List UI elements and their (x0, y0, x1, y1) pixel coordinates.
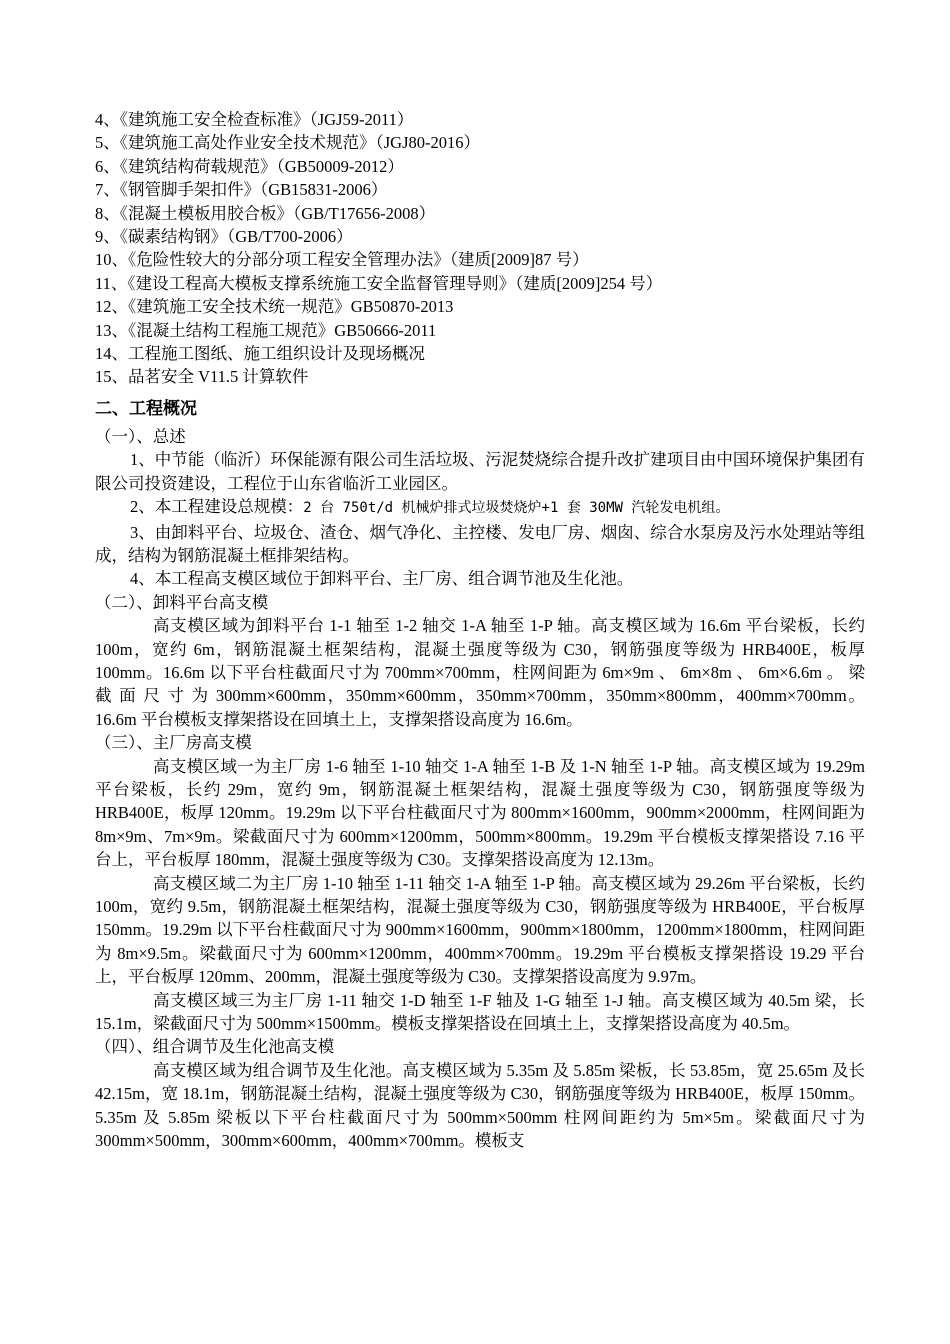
reference-item: 12、《建筑施工安全技术统一规范》GB50870-2013 (95, 297, 454, 317)
paragraph: 高支模区域一为主厂房 1-6 轴至 1-10 轴交 1-A 轴至 1-B 及 1-N 轴至 1-P 轴。高支模区域为 19.29m 平台梁板，长约 29m，宽约 9m，钢筋混凝土框架结构，混凝土强度等级为 C30，钢筋强度等级为 HRB400E，板厚 120mm。19.29m 以下平台柱截面尺寸为 800mm×1600mm，900mm×2000mm，柱网间距为 8m×9m、7m×9m。梁截面尺寸为 600mm×1200mm，500mm×800mm。19.29m 平台模板支撑架搭设 7.16 平台上，平台板厚 180mm，混凝土强度等级为 C30。支撑架搭设高度为 12.13m。 (95, 756, 865, 870)
paragraph: 3、由卸料平台、垃圾仓、渣仓、烟气净化、主控楼、发电厂房、烟囱、综合水泵房及污水处理站等组成，结构为钢筋混凝土框排架结构。 (95, 522, 865, 565)
paragraph-tail: 2 台 750t/d 机械炉排式垃圾焚烧炉+1 套 30MW 汽轮发电机组。 (303, 500, 730, 517)
reference-item: 8、《混凝土模板用胶合板》（GB/T17656-2008） (95, 203, 436, 223)
paragraph: 1、中节能（临沂）环保能源有限公司生活垃圾、污泥焚烧综合提升改扩建项目由中国环境保护集团有限公司投资建设，工程位于山东省临沂工业园区。 (95, 450, 865, 493)
reference-list (95, 108, 865, 389)
paragraph: 高支模区域三为主厂房 1-11 轴交 1-D 轴至 1-F 轴及 1-G 轴至 1-J 轴。高支模区域为 40.5m 梁，长 15.1m，梁截面尺寸为 500mm×1500mm。模板支撑架搭设在回填土上，支撑架搭设高度为 40.5m。 (95, 990, 865, 1034)
subsection-title: （四）、组合调节及生化池高支模 (95, 1037, 335, 1057)
reference-item: 14、工程施工图纸、施工组织设计及现场概况 (95, 344, 425, 364)
reference-item: 6、《建筑结构荷载规范》（GB50009-2012） (95, 156, 404, 176)
reference-item: 4、《建筑施工安全检查标准》（JGJ59-2011） (95, 110, 414, 129)
paragraph: 高支模区域为组合调节及生化池。高支模区域为 5.35m 及 5.85m 梁板，长 53.85m，宽 25.65m 及长 42.15m，宽 18.1m，钢筋混凝土结构，混凝土强度等级为 C30，钢筋强度等级为 HRB400E，板厚 150mm。5.35m 及 5.85m 梁板以下平台柱截面尺寸为 500mm×500mm 柱网间距约为 5m×5m。梁截面尺寸为 300mm×500mm，300mm×600mm，400mm×700mm。模板支 (95, 1060, 865, 1151)
reference-item: 15、品茗安全 V11.5 计算软件 (95, 367, 309, 387)
subsection-title: （一）、总述 (95, 426, 186, 446)
document-page (95, 108, 865, 1152)
reference-item: 7、《钢管脚手架扣件》（GB15831-2006） (95, 180, 388, 200)
reference-item: 13、《混凝土结构工程施工规范》GB50666-2011 (95, 320, 437, 340)
paragraph: 高支模区域二为主厂房 1-10 轴至 1-11 轴交 1-A 轴至 1-P 轴。高支模区域为 29.26m 平台梁板，长约 100m，宽约 9.5m，钢筋混凝土框架结构，混凝土强度等级为 C30，钢筋强度等级为 HRB400E，平台板厚 150mm。19.29m 以下平台柱截面尺寸为 900mm×1600mm，900mm×1800mm，1200mm×1800mm，柱网间距为 8m×9.5m。梁截面尺寸为 600mm×1200mm，400mm×700mm。19.29m 平台模板支撑架搭设 19.29 平台上，平台板厚 120mm、200mm，混凝土强度等级为 C30。支撑架搭设高度为 9.97m。 (95, 873, 865, 987)
paragraph-lead: 2、本工程建设总规模： (130, 497, 304, 517)
section-heading: 二、工程概况 (95, 398, 197, 418)
subsection-title: （三）、主厂房高支模 (95, 733, 252, 753)
reference-item: 11、《建设工程高大模板支撑系统施工安全监督管理导则》（建质[2009]254 号） (95, 273, 663, 293)
reference-item: 5、《建筑施工高处作业安全技术规范》（JGJ80-2016） (95, 133, 481, 153)
paragraph: 4、本工程高支模区域位于卸料平台、主厂房、组合调节池及生化池。 (130, 569, 634, 589)
paragraph (95, 495, 865, 520)
reference-item: 9、《碳素结构钢》（GB/T700-2006） (95, 227, 353, 247)
subsection-title: （二）、卸料平台高支模 (95, 592, 269, 612)
paragraph: 高支模区域为卸料平台 1-1 轴至 1-2 轴交 1-A 轴至 1-P 轴。高支模区域为 16.6m 平台梁板，长约 100m，宽约 6m，钢筋混凝土框架结构，混凝土强度等级为 C30，钢筋强度等级为 HRB400E，板厚 100mm。16.6m 以下平台柱截面尺寸为 700mm×700mm，柱网间距为 6m×9m 、 6m×8m 、 6m×6.6m 。 梁 截 面 尺 寸 为 300mm×600mm，350mm×600mm，350mm×700mm，350mm×800mm，400mm×700mm。16.6m 平台模板支撑架搭设在回填土上，支撑架搭设高度为 16.6m。 (95, 616, 865, 729)
reference-item: 10、《危险性较大的分部分项工程安全管理办法》（建质[2009]87 号） (95, 250, 589, 270)
